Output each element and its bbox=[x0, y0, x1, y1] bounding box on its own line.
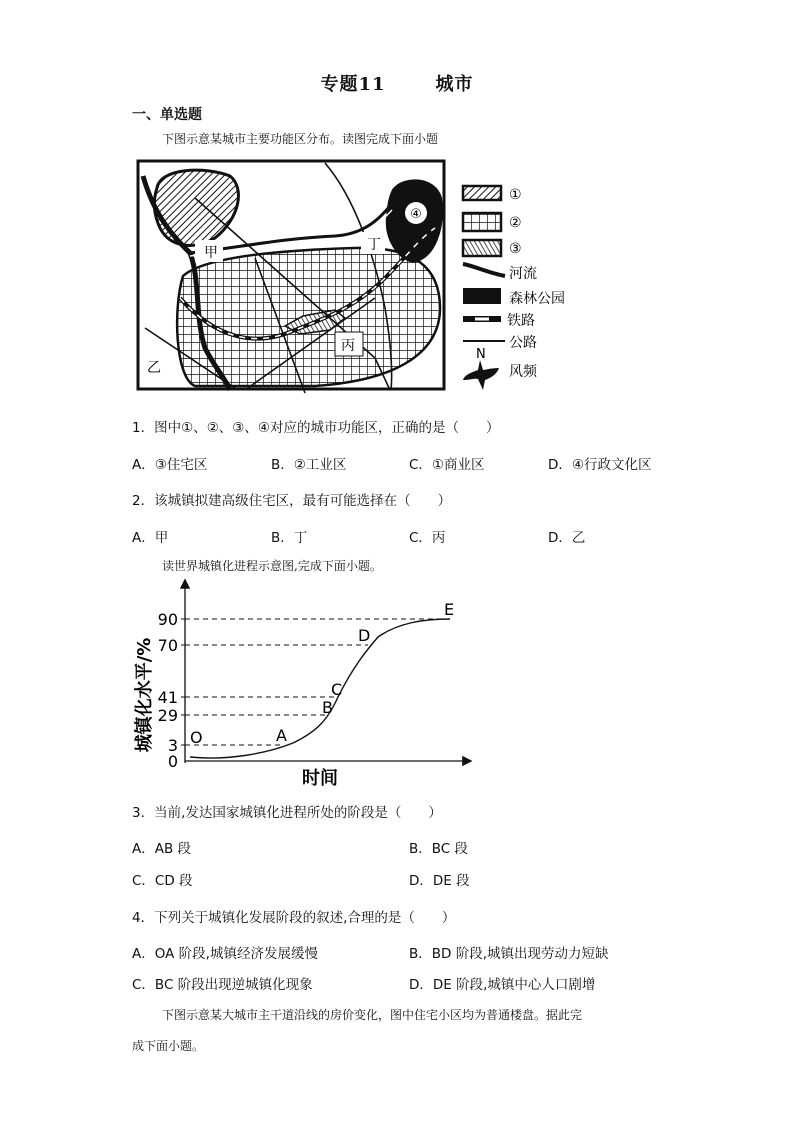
q4-option-a[interactable]: A．OA 阶段,城镇经济发展缓慢 bbox=[132, 946, 318, 962]
legend-swatch-1 bbox=[463, 186, 501, 200]
point-label-C: C bbox=[331, 680, 343, 699]
wind-rose-icon bbox=[463, 360, 499, 390]
y-tick-0: 0 bbox=[167, 752, 178, 771]
map-legend bbox=[463, 186, 565, 390]
point-label-A: A bbox=[276, 726, 287, 745]
intro-housing-line2: 成下面小题。 bbox=[132, 1039, 205, 1053]
label-yi: 乙 bbox=[147, 360, 161, 376]
point-label-O: O bbox=[190, 728, 203, 747]
question-3: 3．当前,发达国家城镇化进程所处的阶段是（ ） bbox=[132, 805, 442, 821]
point-label-D: D bbox=[358, 626, 371, 645]
label-bing: 丙 bbox=[341, 338, 355, 354]
y-tick-29: 29 bbox=[157, 706, 178, 725]
legend-swatch-2 bbox=[463, 213, 501, 231]
y-tick-90: 90 bbox=[157, 610, 178, 629]
q3-option-d[interactable]: D．DE 段 bbox=[409, 873, 470, 889]
svg-text:森林公园: 森林公园 bbox=[509, 291, 565, 307]
y-tick-3: 3 bbox=[167, 736, 178, 755]
q3-option-c[interactable]: C．CD 段 bbox=[132, 873, 193, 889]
svg-text:②: ② bbox=[509, 215, 522, 231]
q1-option-c[interactable]: C．①商业区 bbox=[409, 457, 485, 473]
q4-option-c[interactable]: C．BC 阶段出现逆城镇化现象 bbox=[132, 977, 313, 993]
q2-option-b[interactable]: B．丁 bbox=[271, 530, 308, 546]
intro-chart: 读世界城镇化进程示意图,完成下面小题。 bbox=[162, 559, 382, 573]
north-label: N bbox=[476, 347, 486, 362]
q4-option-d[interactable]: D．DE 阶段,城镇中心人口剧增 bbox=[409, 977, 596, 993]
svg-text:公路: 公路 bbox=[509, 335, 537, 351]
y-tick-41: 41 bbox=[157, 688, 178, 707]
legend-river-icon bbox=[463, 264, 505, 276]
legend-forest-icon bbox=[463, 288, 501, 304]
label-jia: 甲 bbox=[204, 245, 218, 261]
legend-swatch-3 bbox=[463, 240, 501, 256]
svg-text:③: ③ bbox=[509, 241, 522, 257]
urbanization-chart bbox=[128, 575, 478, 790]
q1-option-d[interactable]: D．④行政文化区 bbox=[548, 457, 652, 473]
point-label-B: B bbox=[322, 698, 333, 717]
svg-text:风频: 风频 bbox=[509, 364, 537, 380]
page-title bbox=[0, 70, 794, 96]
section-heading: 一、单选题 bbox=[132, 107, 202, 123]
q2-option-c[interactable]: C．丙 bbox=[409, 530, 446, 546]
zone-4-label: ④ bbox=[410, 207, 422, 222]
svg-text:铁路: 铁路 bbox=[507, 313, 535, 329]
x-axis-label: 时间 bbox=[302, 768, 338, 789]
intro-map: 下图示意某城市主要功能区分布。读图完成下面小题 bbox=[162, 132, 439, 146]
svg-text:河流: 河流 bbox=[509, 266, 537, 282]
city-function-map bbox=[135, 158, 585, 394]
q3-option-b[interactable]: B．BC 段 bbox=[409, 841, 469, 857]
label-ding: 丁 bbox=[367, 237, 381, 253]
q2-option-a[interactable]: A．甲 bbox=[132, 530, 169, 546]
intro-housing-line1: 下图示意某大城市主干道沿线的房价变化，图中住宅小区均为普通楼盘。据此完 bbox=[162, 1008, 583, 1022]
y-tick-70: 70 bbox=[157, 636, 178, 655]
question-1: 1．图中①、②、③、④对应的城市功能区，正确的是（ ） bbox=[132, 420, 500, 436]
q1-option-a[interactable]: A．③住宅区 bbox=[132, 457, 208, 473]
title-topic-name: 城市 bbox=[435, 74, 474, 95]
point-label-E: E bbox=[444, 600, 455, 619]
urbanization-curve bbox=[190, 619, 450, 758]
svg-text:①: ① bbox=[509, 187, 522, 203]
question-4: 4．下列关于城镇化发展阶段的叙述,合理的是（ ） bbox=[132, 910, 456, 926]
q1-option-b[interactable]: B．②工业区 bbox=[271, 457, 347, 473]
q2-option-d[interactable]: D．乙 bbox=[548, 530, 586, 546]
q3-option-a[interactable]: A．AB 段 bbox=[132, 841, 192, 857]
title-topic-number: 专题11 bbox=[320, 74, 386, 95]
q4-option-b[interactable]: B．BD 阶段,城镇出现劳动力短缺 bbox=[409, 946, 609, 962]
y-axis-label: 城镇化水平/% bbox=[134, 637, 155, 753]
question-2: 2．该城镇拟建高级住宅区，最有可能选择在（ ） bbox=[132, 493, 452, 509]
